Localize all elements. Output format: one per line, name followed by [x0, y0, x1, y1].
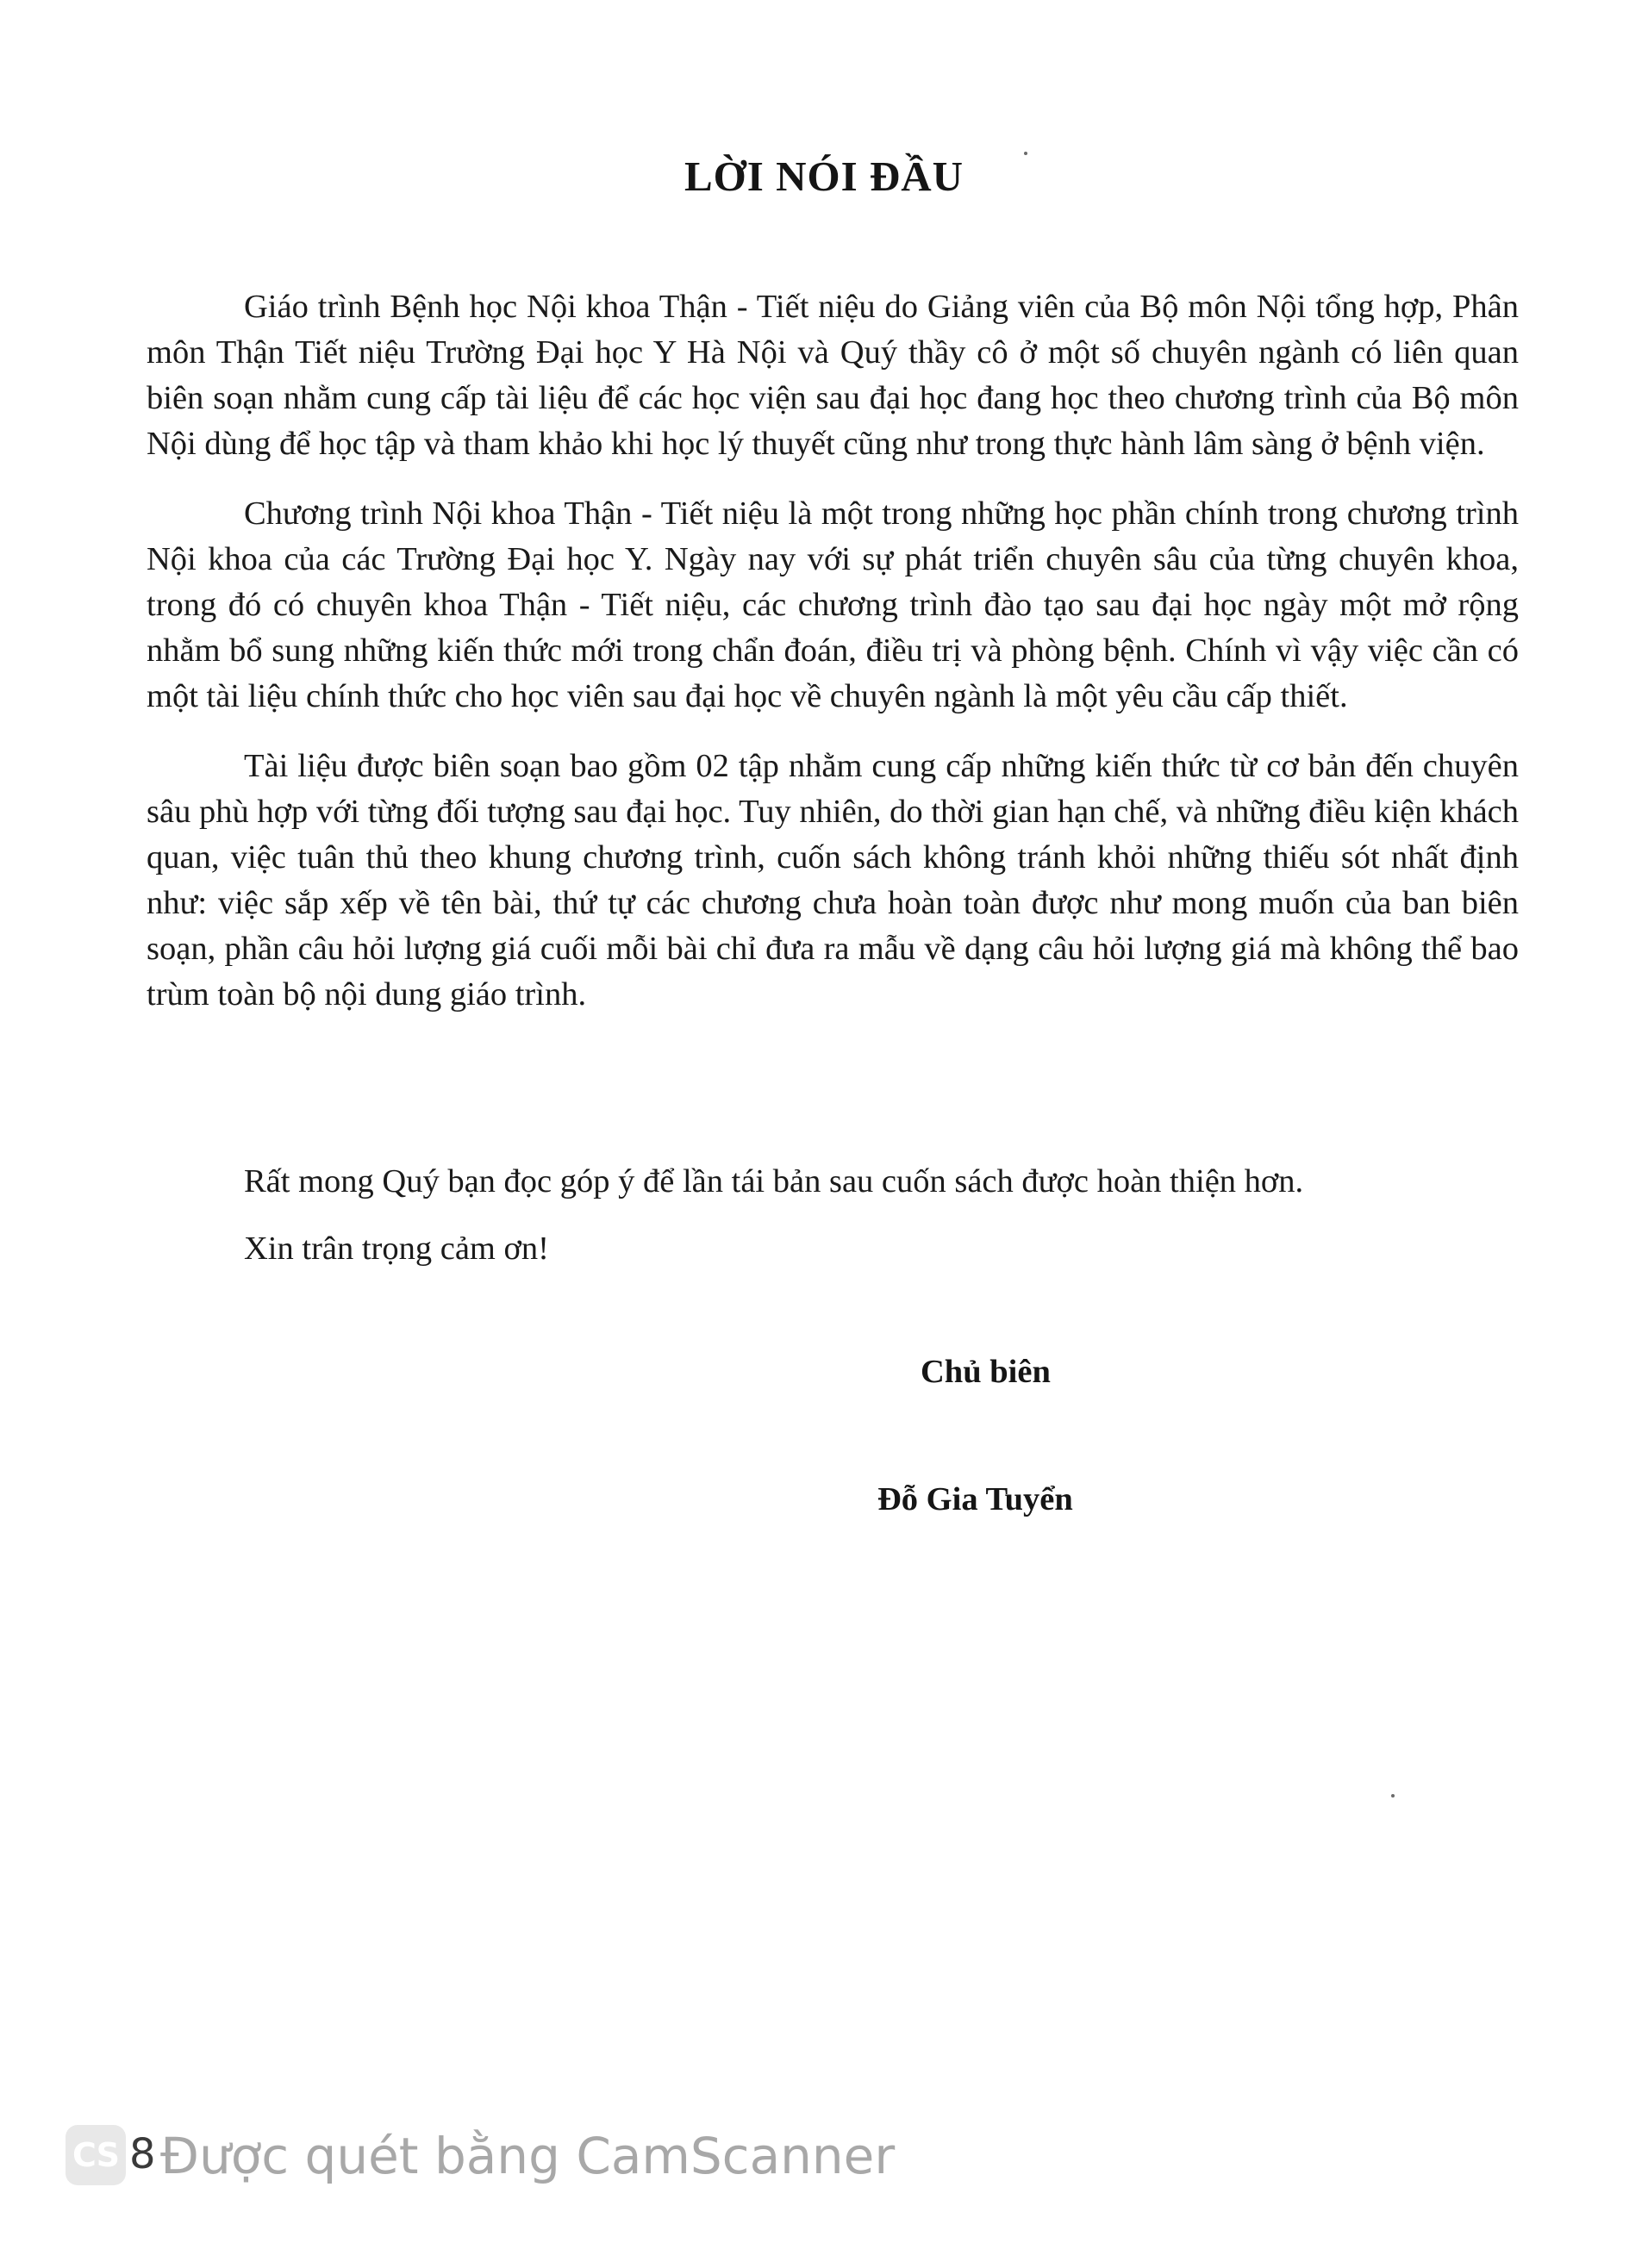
page-number: 8: [129, 2130, 156, 2178]
page-title: LỜI NÓI ĐẦU: [684, 153, 964, 200]
closing-thanks: Xin trân trọng cảm ơn!: [244, 1231, 549, 1267]
paragraph-2: Chương trình Nội khoa Thận - Tiết niệu là một trong những học phần chính trong chương trình Nội khoa của các Trường Đại học Y. Ngày nay với sự phát triển chuyên sâu của từng chuyên khoa, trong đó có chuyên khoa Thận - Tiết niệu, các chương trình đào tạo sau đại học ngày một mở rộng nhằm bổ sung những kiến thức mới trong chẩn đoán, điều trị và phòng bệnh. Chính vì vậy việc cần có một tài liệu chính thức cho học viên sau đại học về chuyên ngành là một yêu cầu cấp thiết.: [147, 495, 1519, 714]
signature-role: Chủ biên: [921, 1354, 1051, 1390]
paragraph-3: Tài liệu được biên soạn bao gồm 02 tập nhằm cung cấp những kiến thức từ cơ bản đến chuyên sâu phù hợp với từng đối tượng sau đại học. Tuy nhiên, do thời gian hạn chế, và những điều kiện khách quan, việc tuân thủ theo khung chương trình, cuốn sách không tránh khỏi những thiếu sót nhất định như: việc sắp xếp về tên bài, thứ tự các chương chưa hoàn toàn được như mong muốn của ban biên soạn, phần câu hỏi lượng giá cuối mỗi bài chỉ đưa ra mẫu về dạng câu hỏi lượng giá mà không thể bao trùm toàn bộ nội dung giáo trình.: [147, 748, 1519, 1012]
scan-speck: [1024, 152, 1027, 155]
paragraph-1: Giáo trình Bệnh học Nội khoa Thận - Tiết niệu do Giảng viên của Bộ môn Nội tổng hợp, Phân môn Thận Tiết niệu Trường Đại học Y Hà Nội và Quý thầy cô ở một số chuyên ngành có liên quan biên soạn nhằm cung cấp tài liệu để các học viện sau đại học đang học theo chương trình của Bộ môn Nội dùng để học tập và tham khảo khi học lý thuyết cũng như trong thực hành lâm sàng ở bệnh viện.: [147, 289, 1519, 462]
camscanner-logo-icon: CS: [66, 2125, 126, 2185]
scan-speck: [1391, 1794, 1395, 1798]
body-text: [147, 284, 1519, 1042]
scanner-watermark-text: Được quét bằng CamScanner: [160, 2127, 896, 2185]
closing-request: Rất mong Quý bạn đọc góp ý để lần tái bản sau cuốn sách được hoàn thiện hơn.: [244, 1163, 1304, 1199]
signature-name: Đỗ Gia Tuyển: [877, 1481, 1073, 1517]
